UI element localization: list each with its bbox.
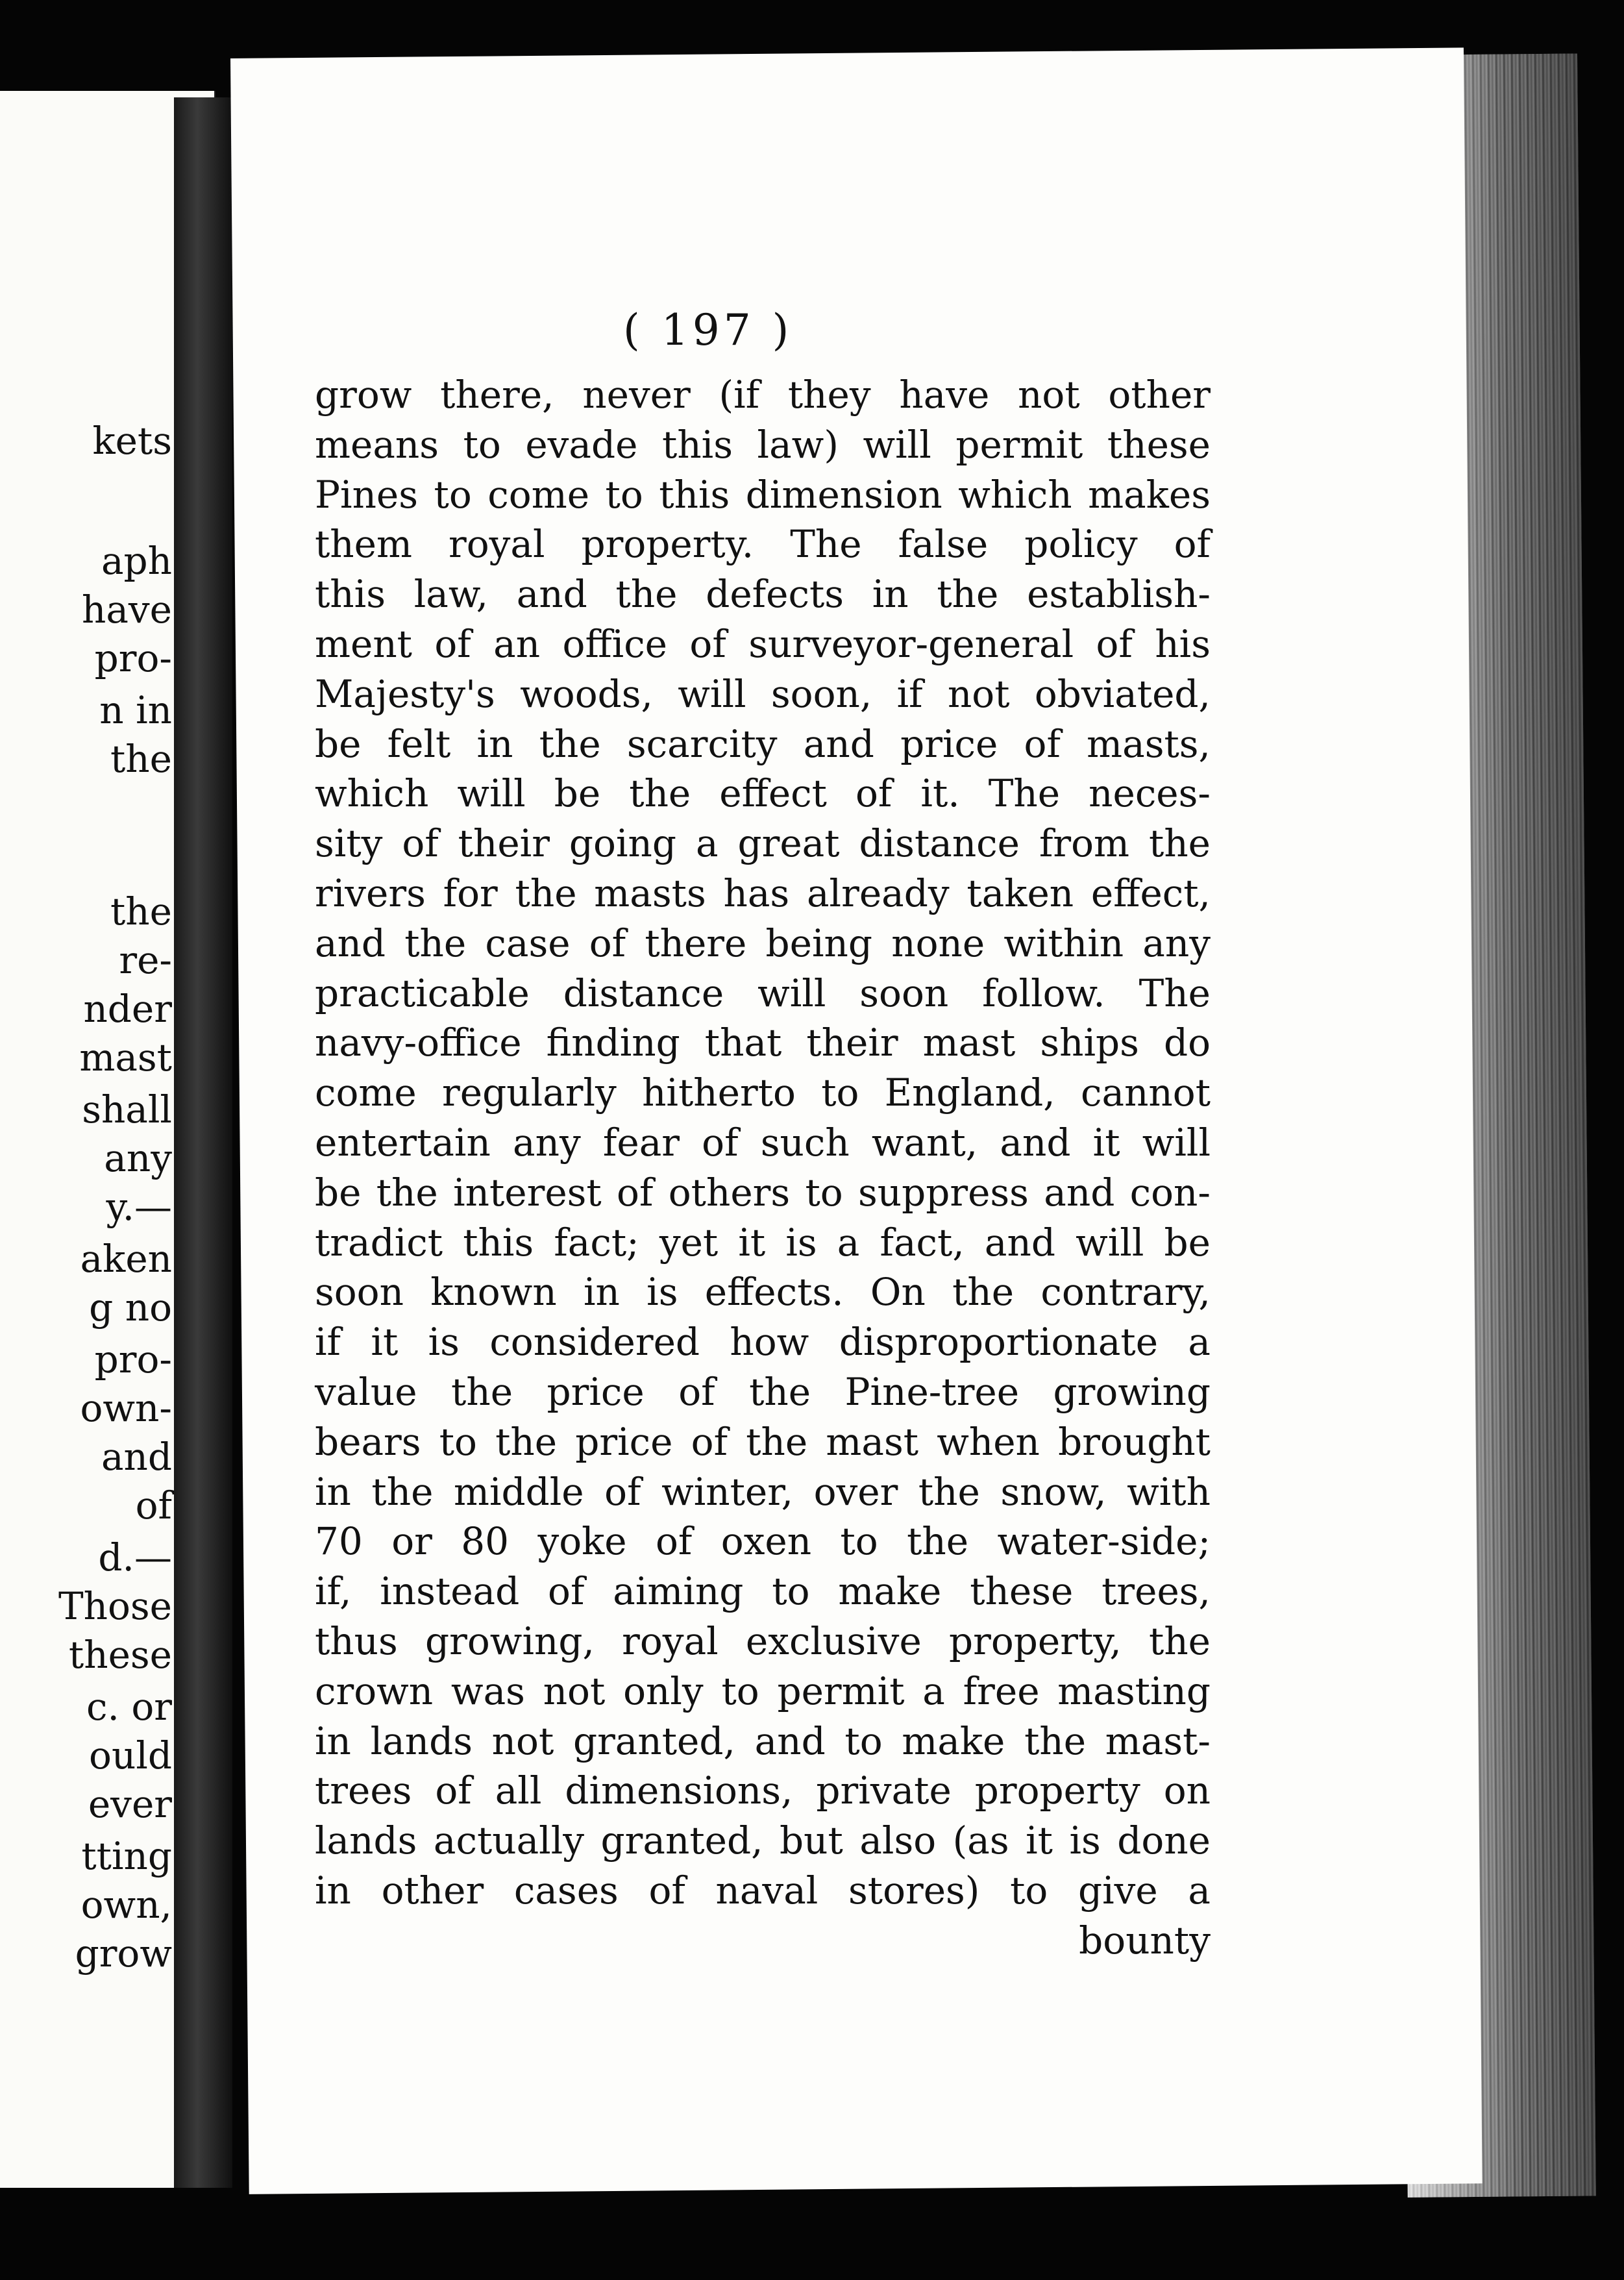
- text-line: entertain any fear of such want, and it will: [315, 1120, 1211, 1165]
- left-fragment: any: [104, 1136, 172, 1180]
- text-line: if it is considered how disproportionate a: [315, 1320, 1211, 1365]
- page-body: [315, 370, 1211, 1966]
- text-line: them royal property. The false policy of: [315, 522, 1211, 567]
- book-gutter: [174, 97, 232, 2188]
- left-fragment: ever: [88, 1782, 172, 1826]
- left-fragment: these: [68, 1633, 172, 1677]
- text-line: ment of an office of surveyor-general of his: [315, 621, 1211, 666]
- text-line: tradict this fact; yet it is a fact, and will be: [315, 1220, 1211, 1265]
- left-fragment: own-: [80, 1386, 172, 1430]
- catchword: bounty: [1079, 1918, 1211, 1963]
- left-fragment: the: [110, 737, 172, 781]
- left-fragment: aph: [101, 539, 172, 583]
- text-line: sity of their going a great distance from the: [315, 821, 1211, 866]
- left-fragment: n in: [99, 688, 172, 732]
- left-fragment: and: [101, 1435, 172, 1479]
- left-fragment: tting: [81, 1834, 172, 1878]
- left-fragment: g no: [89, 1285, 172, 1330]
- text-line: which will be the effect of it. The neces-: [315, 771, 1211, 816]
- text-line: in the middle of winter, over the snow, with: [315, 1469, 1211, 1514]
- left-fragment: grow: [75, 1931, 172, 1976]
- text-line: 70 or 80 yoke of oxen to the water-side;: [315, 1519, 1211, 1564]
- text-line: grow there, never (if they have not other: [315, 373, 1211, 417]
- page-number: ( 197 ): [623, 305, 793, 355]
- text-line: and the case of there being none within any: [315, 921, 1211, 965]
- left-fragment: pro-: [94, 636, 172, 680]
- left-fragment: Those: [58, 1584, 172, 1628]
- text-line: rivers for the masts has already taken effect,: [315, 871, 1211, 915]
- text-line: if, instead of aiming to make these trees,: [315, 1569, 1211, 1614]
- left-fragment: of: [135, 1483, 172, 1528]
- text-line: value the price of the Pine-tree growing: [315, 1369, 1211, 1414]
- text-line: be the interest of others to suppress and con-: [315, 1170, 1211, 1215]
- text-line: trees of all dimensions, private property on: [315, 1768, 1211, 1813]
- text-line: Pines to come to this dimension which makes: [315, 472, 1211, 517]
- left-fragment: d.—: [98, 1535, 172, 1580]
- text-line: bears to the price of the mast when brought: [315, 1419, 1211, 1464]
- left-fragment: pro-: [94, 1337, 172, 1382]
- left-fragment: y.—: [106, 1185, 172, 1229]
- text-line: lands actually granted, but also (as it is done: [315, 1818, 1211, 1863]
- text-line: Majesty's woods, will soon, if not obviated,: [315, 671, 1211, 716]
- text-line: be felt in the scarcity and price of masts,: [315, 721, 1211, 766]
- text-line: in lands not granted, and to make the mast-: [315, 1718, 1211, 1763]
- text-line: means to evade this law) will permit these: [315, 422, 1211, 467]
- text-line: navy-office finding that their mast ships do: [315, 1021, 1211, 1065]
- left-fragment: kets: [92, 419, 172, 463]
- left-fragment: shall: [82, 1087, 172, 1132]
- text-line: crown was not only to permit a free masting: [315, 1668, 1211, 1713]
- left-fragment: c. or: [86, 1685, 172, 1729]
- left-fragment: have: [81, 588, 172, 632]
- left-fragment: aken: [80, 1237, 172, 1281]
- left-fragment: own,: [80, 1883, 172, 1927]
- left-fragment: the: [110, 889, 172, 934]
- left-fragment: nder: [83, 987, 172, 1031]
- left-fragment: re-: [119, 938, 172, 982]
- text-line: in other cases of naval stores) to give a: [315, 1868, 1211, 1913]
- left-fragment: mast: [79, 1035, 172, 1080]
- text-line: soon known in is effects. On the contrary,: [315, 1270, 1211, 1315]
- left-fragment: ould: [89, 1733, 172, 1778]
- text-line: thus growing, royal exclusive property, the: [315, 1618, 1211, 1663]
- text-line: come regularly hitherto to England, cannot: [315, 1071, 1211, 1115]
- text-line: this law, and the defects in the establish-: [315, 572, 1211, 617]
- text-line: practicable distance will soon follow. The: [315, 971, 1211, 1015]
- left-page-text: [0, 91, 172, 2188]
